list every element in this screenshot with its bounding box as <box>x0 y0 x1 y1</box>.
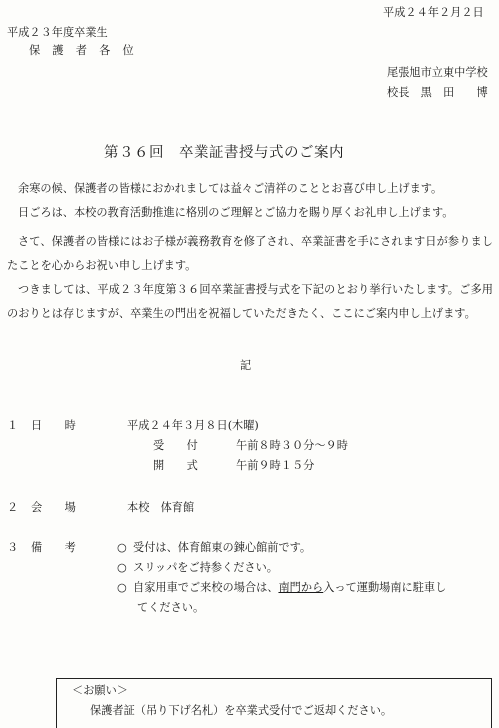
body-paragraph-1: 余寒の候、保護者の皆様におかれましては益々ご清祥のこととお喜び申し上げます。 <box>18 182 443 195</box>
request-text: 保護者証（吊り下げ名札）を卒業式受付でご返却ください。 <box>90 704 393 717</box>
item-label-venue: 会 場 <box>31 501 76 514</box>
sender-school: 尾張旭市立東中学校 <box>387 66 488 79</box>
circle-bullet-icon: ○ <box>117 561 127 574</box>
recipient-line1: 平成２３年度卒業生 <box>7 26 108 39</box>
opening-label: 開 式 <box>153 459 198 472</box>
recipient-line2: 保 護 者 各 位 <box>29 44 135 57</box>
item-value-venue: 本校 体育館 <box>127 501 195 514</box>
body-paragraph-4: つきましては、平成２３年度第３６回卒業証書授与式を下記のとおり挙行いたします。ご多用のおりとは存じますが、卒業生の門出を祝福していただきたく、ここにご案内申し上げます。 <box>7 283 493 320</box>
note-2 <box>117 561 278 574</box>
ki-heading: 記 <box>240 359 252 372</box>
body-paragraph-2: 日ごろは、本校の教育活動推進に格別のご理解とご協力を賜り厚くお礼申し上げます。 <box>18 206 454 219</box>
sender-principal: 校長 黒 田 博 <box>387 86 488 99</box>
note-2-text: スリッパをご持参ください。 <box>133 561 278 574</box>
document-title: 第３６回 卒業証書授与式のご案内 <box>104 145 344 161</box>
item-value-date: 平成２４年３月８日(木曜) <box>127 419 259 432</box>
letter-date: 平成２４年２月２日 <box>383 6 484 19</box>
note-3-text-pre: 自家用車でご来校の場合は、 <box>133 581 279 594</box>
note-3-text-post: 入って運動場南に駐車し <box>323 581 447 594</box>
note-1 <box>117 541 311 554</box>
note-3 <box>117 581 446 594</box>
item-label-date: 日 時 <box>31 419 76 432</box>
note-1-text: 受付は、体育館東の錬心館前です。 <box>133 541 312 554</box>
circle-bullet-icon: ○ <box>117 541 127 554</box>
body-paragraph-3: さて、保護者の皆様にはお子様が義務教育を修了され、卒業証書を手にされます日が参りましたことを心からお祝い申し上げます。 <box>7 235 493 272</box>
opening-time: 午前９時１５分 <box>236 459 315 472</box>
reception-label: 受 付 <box>153 439 198 452</box>
item-number-3: ３ <box>7 541 19 554</box>
note-3-continuation: てください。 <box>137 601 205 614</box>
item-label-notes: 備 考 <box>31 541 76 554</box>
reception-time: 午前８時３０分～９時 <box>236 439 348 452</box>
item-number-2: ２ <box>7 501 19 514</box>
circle-bullet-icon: ○ <box>117 581 127 594</box>
request-heading: ＜お願い＞ <box>72 684 128 697</box>
item-number-1: １ <box>7 419 19 432</box>
note-3-underlined: 南門から <box>278 581 324 594</box>
